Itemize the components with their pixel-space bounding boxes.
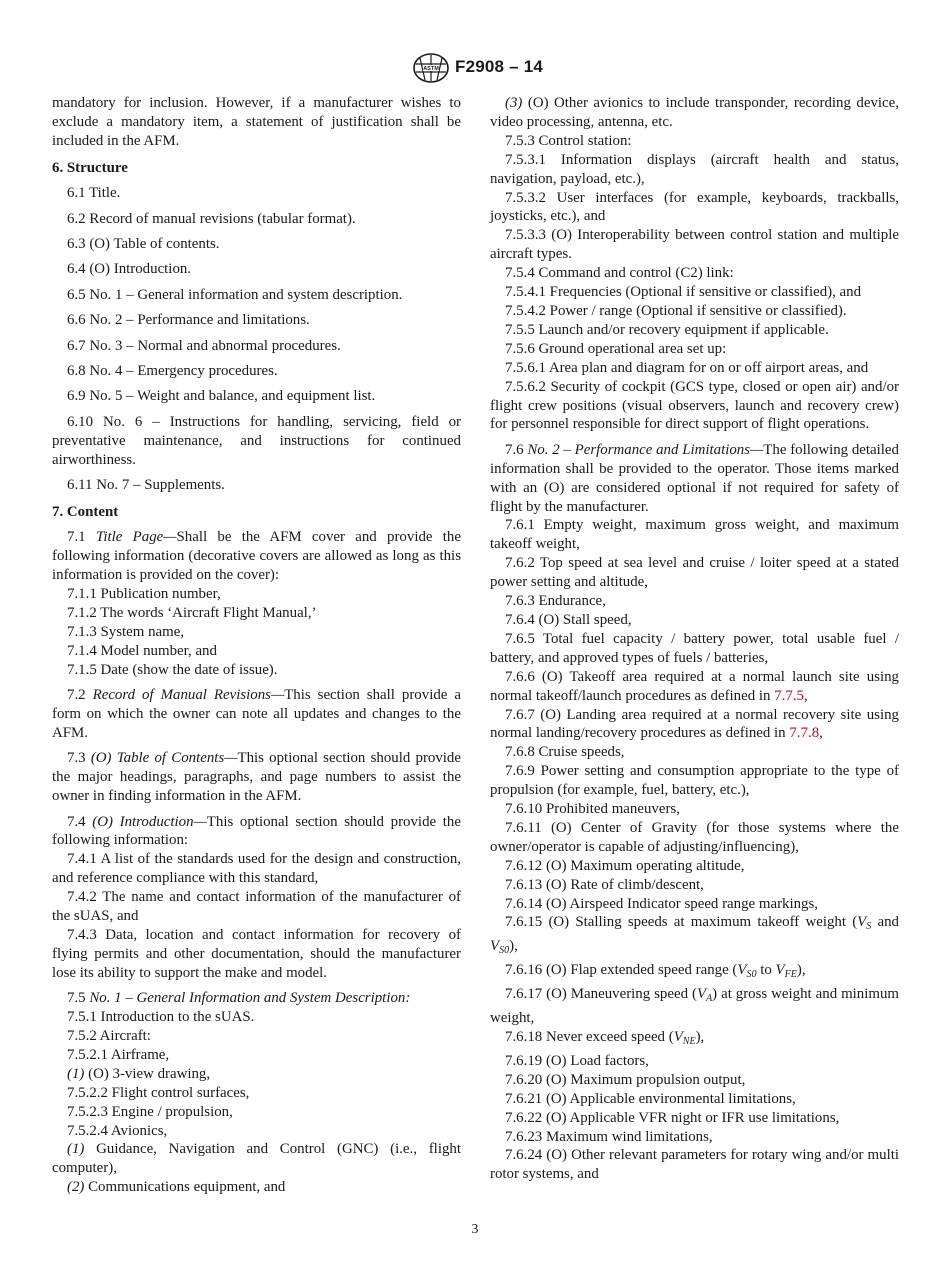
paragraph-7-3: 7.3 (O) Table of Contents—This optional section should provide the major headings, paragraphs, and page numbers to assist the owner in finding information in the AFM. [52, 750, 461, 805]
section-7-heading: 7. Content [52, 503, 119, 520]
list-item: 7.1.4 Model number, and [67, 642, 217, 659]
reference-link-7-7-8[interactable]: 7.7.8 [789, 725, 820, 742]
list-item: 7.6.11 (O) Center of Gravity (for those systems where the owner/operator is capable of adjusting/influencing), [490, 819, 899, 855]
list-item: 7.6.16 (O) Flap extended speed range ($V_{S0}$ to $V_{FE}$), [505, 962, 806, 981]
list-item: 7.6.8 Cruise speeds, [505, 744, 625, 761]
paragraph-7-4-2: 7.4.2 The name and contact information of the manufacturer of the sUAS, and [52, 889, 461, 925]
list-item: 7.5.4.2 Power / range (Optional if sensitive or classified). [505, 302, 847, 319]
astm-logo-icon [411, 52, 451, 84]
list-item: 7.6.7 (O) Landing area required at a normal recovery site using normal landing/recovery procedures as defined in 7.7.8, [490, 706, 899, 742]
list-item: 7.5.3.2 User interfaces (for example, keyboards, trackballs, joysticks, etc.), and [490, 189, 899, 225]
document-id: F2908 – 14 [455, 57, 544, 76]
list-item: 7.5.2.1 Airframe, [67, 1046, 170, 1063]
list-item: 7.6.22 (O) Applicable VFR night or IFR use limitations, [505, 1109, 840, 1126]
list-item: 7.5.4 Command and control (C2) link: [505, 265, 734, 282]
list-item: 7.6.5 Total fuel capacity / battery power, total usable fuel / battery, and approved types of fuels / batteries, [490, 630, 899, 666]
list-item: (1) Guidance, Navigation and Control (GNC) (i.e., flight computer), [52, 1141, 461, 1177]
left-column [52, 94, 461, 1197]
structure-item: 6.4 (O) Introduction. [67, 261, 192, 278]
list-item: 7.1.2 The words ‘Aircraft Flight Manual,’ [67, 604, 317, 621]
list-item: (1) (O) 3-view drawing, [67, 1065, 211, 1082]
list-item: 7.5.5 Launch and/or recovery equipment if applicable. [505, 321, 829, 338]
structure-item: 6.3 (O) Table of contents. [67, 235, 220, 252]
list-item: 7.6.4 (O) Stall speed, [505, 611, 632, 628]
list-item: 7.5.3.3 (O) Interoperability between control station and multiple aircraft types. [490, 227, 899, 263]
section-6-heading: 6. Structure [52, 159, 128, 176]
list-item: 7.5.2.4 Avionics, [67, 1122, 168, 1139]
list-item: 7.1.3 System name, [67, 623, 185, 640]
structure-item: 6.1 Title. [67, 185, 121, 202]
paragraph-7-2: 7.2 Record of Manual Revisions—This section shall provide a form on which the owner can note all updates and changes to the AFM. [52, 687, 461, 741]
list-item: (3) (O) Other avionics to include transponder, recording device, video processing, antenna, etc. [490, 95, 899, 130]
list-item: 7.5.6 Ground operational area set up: [505, 340, 727, 357]
structure-item: 6.9 No. 5 – Weight and balance, and equipment list. [67, 388, 376, 405]
structure-item: 6.11 No. 7 – Supplements. [67, 477, 225, 493]
paragraph-7-4: 7.4 (O) Introduction—This optional section should provide the following information: [52, 813, 461, 849]
list-item: (2) Communications equipment, and [67, 1179, 286, 1196]
structure-item: 6.2 Record of manual revisions (tabular format). [67, 210, 356, 227]
paragraph-7-6: 7.6 No. 2 – Performance and Limitations—The following detailed information shall be provided to the operator. Those items marked with an (O) are considered optional if not required for safety of flight by the manufacturer. [490, 441, 899, 515]
list-item: 7.6.23 Maximum wind limitations, [505, 1128, 713, 1145]
list-item: 7.6.18 Never exceed speed $(V_{NE})$, [505, 1029, 705, 1047]
list-item: 7.6.2 Top speed at sea level and cruise / loiter speed at a stated power setting and altitude, [490, 555, 899, 591]
list-item: 7.5.6.2 Security of cockpit (GCS type, closed or open air) and/or flight crew positions (visual observers, launch and recovery crew) for personnel responsible for direct support of flight operations. [490, 378, 899, 433]
list-item: 7.5.6.1 Area plan and diagram for on or off airport areas, and [505, 359, 869, 376]
svg-text:ASTM: ASTM [423, 66, 439, 73]
paragraph-7-4-3: 7.4.3 Data, location and contact information for recovery of flying permits and other documentation, should the manufacturer lose its ability to support the make and model. [52, 926, 461, 981]
list-item: 7.6.14 (O) Airspeed Indicator speed range markings, [505, 895, 819, 912]
page-number: 3 [471, 1221, 479, 1236]
list-item: 7.6.20 (O) Maximum propulsion output, [505, 1071, 746, 1088]
structure-item: 6.5 No. 1 – General information and system description. [67, 286, 403, 303]
list-item: 7.5.3.1 Information displays (aircraft health and status, navigation, payload, etc.), [490, 151, 899, 187]
list-item: 7.5.3 Control station: [505, 132, 632, 149]
reference-link-7-7-5[interactable]: 7.7.5 [774, 687, 804, 704]
structure-item: 6.6 No. 2 – Performance and limitations. [67, 312, 310, 329]
structure-item: 6.7 No. 3 – Normal and abnormal procedures. [67, 337, 341, 354]
intro-paragraph: mandatory for inclusion. However, if a manufacturer wishes to exclude a mandatory item, a statement of justification shall be included in the AFM. [52, 95, 461, 149]
paragraph-7-5: 7.5 No. 1 – General Information and System Description: [67, 990, 411, 1007]
list-item: 7.6.15 (O) Stalling speeds at maximum takeoff weight ($V_S$ and $V_{S0}$), [490, 914, 899, 957]
list-item: 7.6.19 (O) Load factors, [505, 1052, 649, 1069]
list-item: 7.6.17 (O) Maneuvering speed $(V_A)$ at gross weight and minimum weight, [490, 986, 899, 1027]
paragraph-7-4-1: 7.4.1 A list of the standards used for the design and construction, and reference compliance with this standard, [52, 851, 461, 887]
list-item: 7.5.2 Aircraft: [67, 1027, 151, 1044]
list-item: 7.5.2.2 Flight control surfaces, [67, 1084, 250, 1101]
list-item: 7.6.13 (O) Rate of climb/descent, [505, 876, 704, 893]
list-item: 7.6.9 Power setting and consumption appropriate to the type of propulsion (for example, fuel, battery, etc.), [490, 763, 899, 799]
list-item: 7.1.5 Date (show the date of issue). [67, 661, 278, 678]
list-item: 7.5.1 Introduction to the sUAS. [67, 1009, 255, 1026]
structure-item: 6.8 No. 4 – Emergency procedures. [67, 362, 278, 379]
list-item: 7.6.3 Endurance, [505, 593, 606, 610]
list-item: 7.6.6 (O) Takeoff area required at a normal launch site using normal takeoff/launch procedures as defined in 7.7.5, [490, 668, 899, 704]
list-item: 7.6.10 Prohibited maneuvers, [505, 801, 680, 818]
list-item: 7.6.12 (O) Maximum operating altitude, [505, 857, 745, 874]
list-item: 7.6.21 (O) Applicable environmental limitations, [505, 1090, 796, 1107]
list-item: 7.5.4.1 Frequencies (Optional if sensitive or classified), and [505, 284, 862, 301]
list-item: 7.6.24 (O) Other relevant parameters for rotary wing and/or multi rotor systems, and [490, 1147, 899, 1183]
paragraph-7-1: 7.1 Title Page—Shall be the AFM cover and provide the following information (decorative covers are allowed as long as this information is provided on the cover): [52, 529, 461, 584]
right-column [490, 94, 899, 1184]
list-item: 7.1.1 Publication number, [67, 586, 221, 603]
list-item: 7.5.2.3 Engine / propulsion, [67, 1103, 233, 1120]
list-item: 7.6.1 Empty weight, maximum gross weight, and maximum takeoff weight, [490, 517, 899, 553]
structure-item: 6.10 No. 6 – Instructions for handling, servicing, field or preventative maintenance, and instructions for continued airworthiness. [52, 413, 461, 468]
